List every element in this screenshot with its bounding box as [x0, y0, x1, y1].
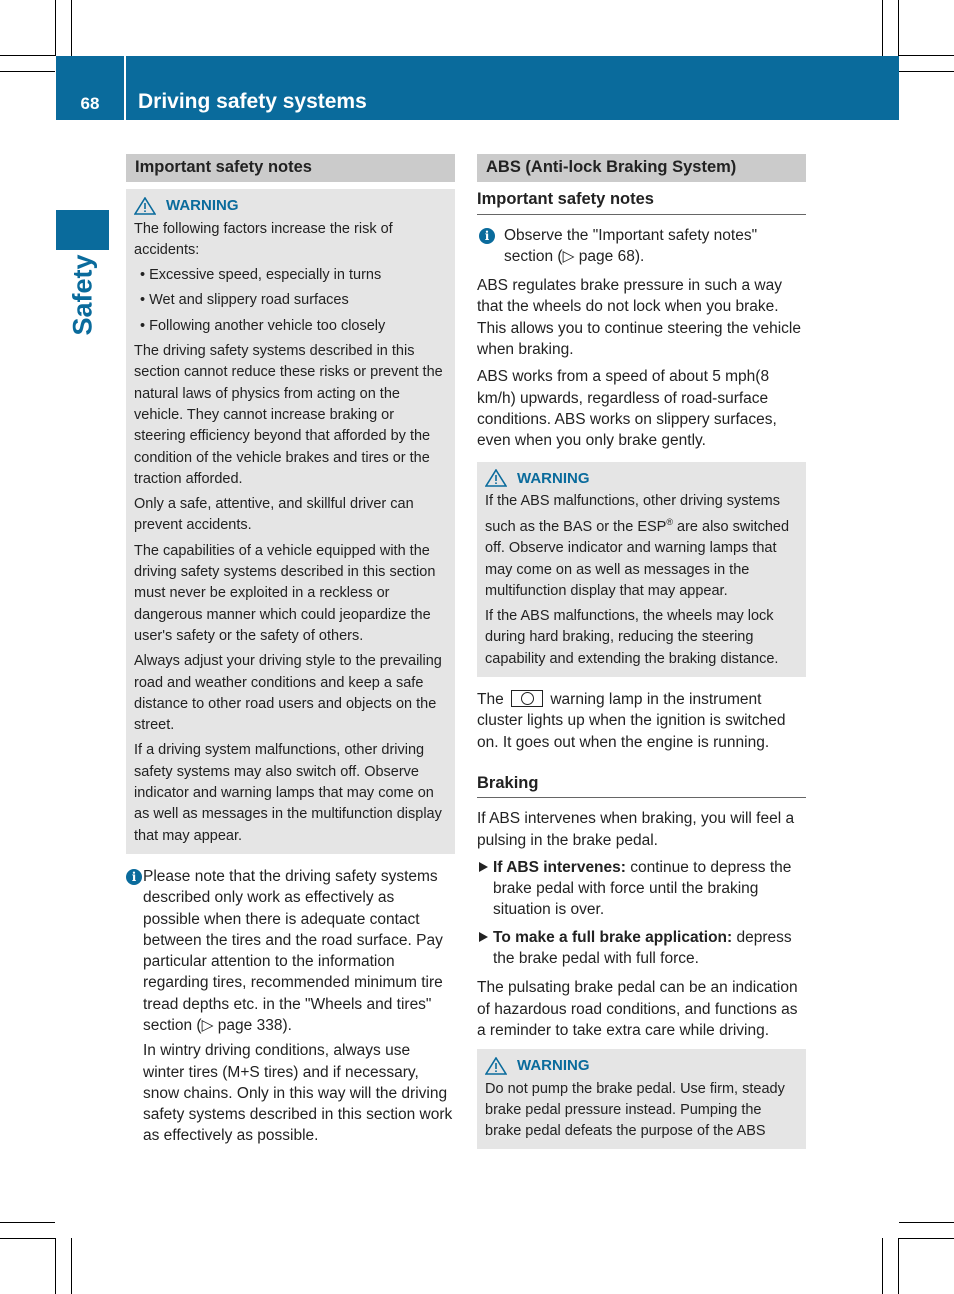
info-paragraph: In wintry driving conditions, always use winter tires (M+S tires) and if necessary, snow chains. Only in this way will the driving safety systems described in this section work as effectively as possible.	[143, 1042, 453, 1145]
warning-text: If the ABS malfunctions, other driving systems such as the BAS or the ESP	[485, 492, 780, 535]
warning-intro: The following factors increase the risk of accidents:	[134, 220, 393, 258]
chapter-title: Driving safety systems	[138, 90, 367, 113]
warning-header	[485, 468, 798, 489]
warning-header	[134, 195, 447, 216]
crop-mark	[898, 0, 899, 56]
warning-label: WARNING	[166, 197, 239, 215]
warning-bullet: • Wet and slippery road surfaces	[140, 292, 349, 309]
body-paragraph	[477, 689, 806, 753]
crop-mark	[899, 71, 954, 72]
warning-paragraph: The capabilities of a vehicle equipped with the driving safety systems described in this section must never be exploited in a reckless or dangerous manner which could jeopardize the user's safety or the safety of others.	[134, 542, 436, 644]
crop-mark	[0, 1222, 55, 1223]
warning-triangle-icon	[485, 1057, 507, 1075]
action-step-bold: To make a full brake application:	[493, 928, 733, 946]
crop-mark	[899, 55, 954, 56]
warning-paragraph: The driving safety systems described in this section cannot reduce these risks or prevent the natural laws of physics from acting on the vehicle. They cannot increase braking or steering efficiency beyond that afforded by the condition of the vehicle brakes and tires or the traction afforded.	[134, 343, 443, 487]
warning-label: WARNING	[517, 469, 590, 487]
page-number: 68	[80, 94, 100, 113]
arrow-right-icon	[479, 932, 488, 942]
warning-header	[485, 1055, 798, 1076]
action-step	[477, 857, 806, 921]
abs-warning-lamp-icon	[511, 690, 543, 707]
action-step	[477, 927, 806, 970]
crop-mark	[0, 55, 55, 56]
crop-mark	[55, 1238, 56, 1294]
subsection-title: Braking	[477, 773, 806, 798]
side-tab-marker	[56, 210, 109, 250]
warning-triangle-icon	[134, 197, 156, 215]
right-column	[477, 154, 806, 1161]
action-step-bold: If ABS intervenes:	[493, 858, 626, 876]
crop-mark	[882, 1238, 883, 1294]
crop-mark	[0, 1238, 55, 1239]
warning-box	[477, 462, 806, 678]
arrow-right-icon	[479, 862, 488, 872]
body-paragraph: If ABS intervenes when braking, you will feel a pulsing in the brake pedal.	[477, 810, 795, 849]
action-step-text: continue to depress the brake pedal with force until the braking situation is over.	[493, 858, 792, 919]
side-tab-label: Safety	[67, 254, 98, 336]
left-column	[126, 154, 455, 1155]
section-title: ABS (Anti-lock Braking System)	[477, 154, 806, 182]
warning-bullet: • Excessive speed, especially in turns	[140, 267, 382, 284]
warning-triangle-icon	[485, 469, 507, 487]
lamp-text-before: The	[477, 691, 504, 709]
crop-mark	[882, 0, 883, 56]
subsection-title: Important safety notes	[477, 189, 806, 214]
warning-paragraph: If the ABS malfunctions, the wheels may lock during hard braking, reducing the steering capability and extending the braking distance.	[485, 608, 779, 667]
body-paragraph: The pulsating brake pedal can be an indication of hazardous road conditions, and functions as a reminder to take extra care while driving.	[477, 979, 798, 1039]
crop-mark	[898, 1238, 899, 1294]
crop-mark	[0, 71, 55, 72]
registered-mark: ®	[666, 517, 673, 528]
lamp-text-after: warning lamp in the instrument cluster lights up when the ignition is switched on. It goes out when the engine is running.	[477, 691, 786, 751]
warning-label: WARNING	[517, 1057, 590, 1075]
body-paragraph: ABS regulates brake pressure in such a way that the wheels do not lock when you brake. This allows you to continue steering the vehicle when braking.	[477, 277, 801, 359]
side-tab	[56, 250, 109, 340]
crop-mark	[71, 0, 72, 56]
info-note	[126, 866, 455, 1147]
info-icon: i	[126, 869, 142, 885]
header-divider	[124, 56, 126, 120]
crop-mark	[899, 1238, 954, 1239]
body-paragraph: ABS works from a speed of about 5 mph(8 km/h) upwards, regardless of road-surface conditions. ABS works on slippery surfaces, even when you only brake gently.	[477, 368, 777, 450]
section-title: Important safety notes	[126, 154, 455, 182]
warning-paragraph: Only a safe, attentive, and skillful driver can prevent accidents.	[134, 496, 414, 534]
warning-box	[126, 189, 455, 854]
warning-text: are also switched off. Observe indicator and warning lamps that may come on as well as messages in the multifunction display that may appear.	[485, 518, 790, 599]
crop-mark	[71, 1238, 72, 1294]
info-paragraph: Please note that the driving safety systems described only work as effectively as possible when there is adequate contact between the tires and the road surface. Pay particular attention to the information regarding tires, recommended minimum tire tread depths etc. in the "Wheels and tires" section (▷ page 338).	[143, 867, 443, 1034]
info-icon: i	[479, 228, 495, 244]
info-paragraph: Observe the "Important safety notes" section (▷ page 68).	[504, 226, 758, 265]
warning-paragraph: If a driving system malfunctions, other driving safety systems may also switch off. Observe indicator and warning lamps that may come on as well as messages in the multifunction display that may appear.	[134, 742, 442, 844]
warning-box	[477, 1049, 806, 1149]
info-note	[477, 225, 806, 268]
warning-paragraph: Always adjust your driving style to the prevailing road and weather conditions and keep a safe distance to other road users and objects on the street.	[134, 653, 442, 734]
warning-bullet: • Following another vehicle too closely	[140, 317, 386, 334]
crop-mark	[899, 1222, 954, 1223]
crop-mark	[55, 0, 56, 56]
warning-paragraph: Do not pump the brake pedal. Use firm, steady brake pedal pressure instead. Pumping the brake pedal defeats the purpose of the ABS	[485, 1080, 785, 1140]
action-step-text: depress the brake pedal with full force.	[493, 928, 792, 968]
warning-paragraph	[485, 491, 798, 602]
